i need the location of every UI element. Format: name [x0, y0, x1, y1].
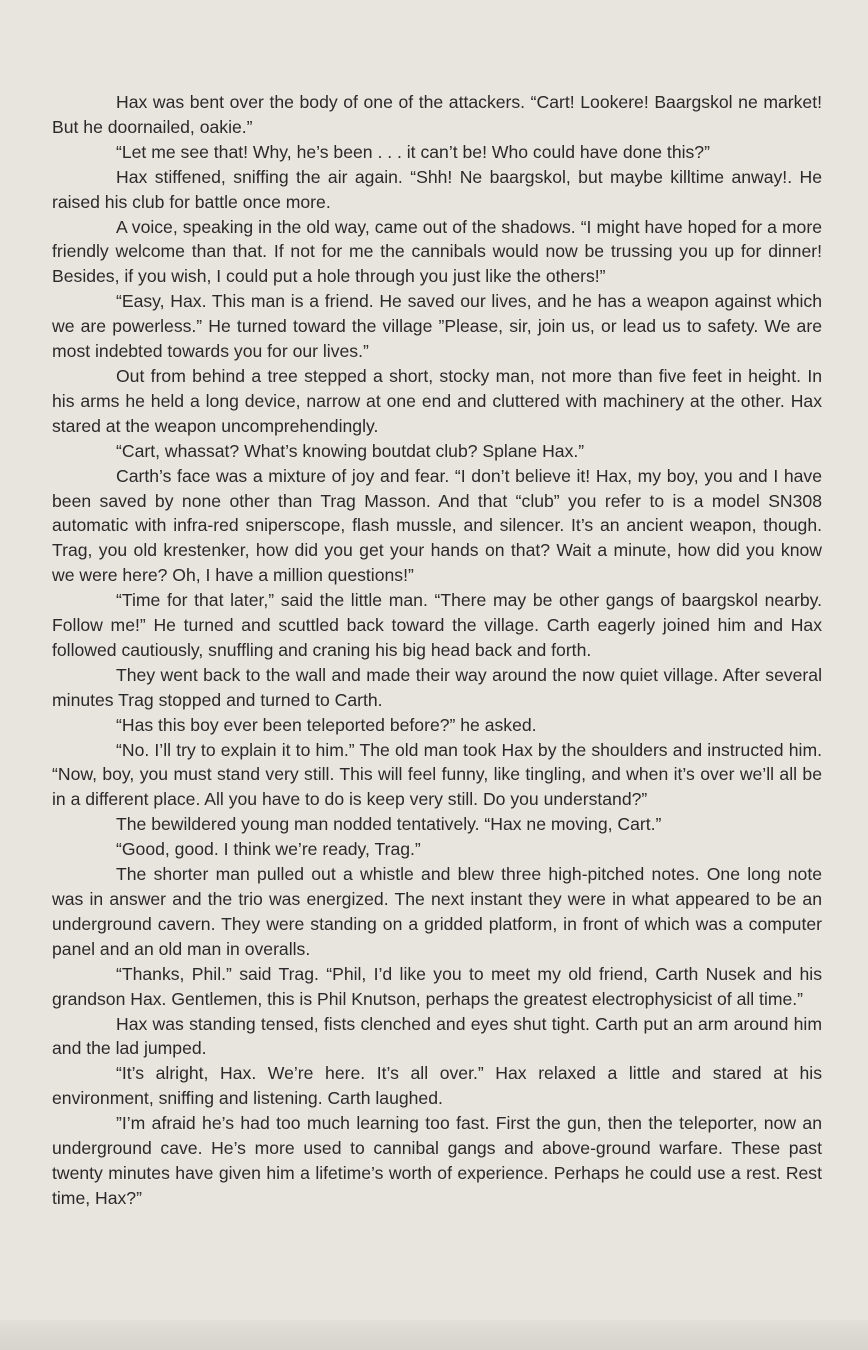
paragraph: Hax was standing tensed, fists clenched and eyes shut tight. Carth put an arm around him and the lad jumped.	[52, 1013, 822, 1059]
paragraph: “Cart, whassat? What’s knowing boutdat club? Splane Hax.”	[116, 440, 585, 461]
paragraph: Carth’s face was a mixture of joy and fear. “I don’t believe it! Hax, my boy, you and I have been saved by none other than Trag Masson. And that “club” you refer to is a model SN308 automatic with infra-red sniperscope, flash mussle, and silencer. It’s an ancient weapon, though. Trag, you old krestenker, how did you get your hands on that? Wait a minute, how did you know we were here? Oh, I have a million questions!”	[52, 465, 822, 586]
paragraph: Out from behind a tree stepped a short, stocky man, not more than five feet in height. In his arms he held a long device, narrow at one end and cluttered with machinery at the other. Hax stared at the weapon uncomprehendingly.	[52, 365, 822, 436]
paragraph: “No. I’ll try to explain it to him.” The old man took Hax by the shoulders and instructed him. “Now, boy, you must stand very still. This will feel funny, like tingling, and when it’s over we’ll all be in a different place. All you have to do is keep very still. Do you understand?”	[52, 739, 822, 810]
paragraph: A voice, speaking in the old way, came out of the shadows. “I might have hoped for a more friendly welcome than that. If not for me the cannibals would now be trussing you up for dinner! Besides, if you wish, I could put a hole through you just like the others!”	[52, 216, 822, 287]
paragraph: The shorter man pulled out a whistle and blew three high-pitched notes. One long note was in answer and the trio was energized. The next instant they were in what appeared to be an underground cavern. They were standing on a gridded platform, in front of which was a computer panel and an old man in overalls.	[52, 864, 822, 959]
page-bottom-edge	[0, 1320, 868, 1350]
paragraph: “Good, good. I think we’re ready, Trag.”	[116, 839, 421, 860]
paragraph: “Time for that later,” said the little man. “There may be other gangs of baargskol nearby. Follow me!” He turned and scuttled back toward the village. Carth eagerly joined him and Hax followed cautiously, snuffling and craning his big head back and forth.	[52, 590, 822, 660]
paragraph: The bewildered young man nodded tentatively. “Hax ne moving, Cart.”	[116, 814, 662, 835]
paragraph: “Thanks, Phil.” said Trag. “Phil, I’d like you to meet my old friend, Carth Nusek and his grandson Hax. Gentlemen, this is Phil Knutson, perhaps the greatest electrophysicist of all time.”	[52, 963, 822, 1009]
paragraph: They went back to the wall and made their way around the now quiet village. After several minutes Trag stopped and turned to Carth.	[52, 664, 822, 710]
paragraph: “Easy, Hax. This man is a friend. He saved our lives, and he has a weapon against which we are powerless.” He turned toward the village ”Please, sir, join us, or lead us to safety. We are most indebted towards you for our lives.”	[52, 291, 822, 362]
story-text	[52, 90, 822, 1211]
paragraph: “It’s alright, Hax. We’re here. It’s all over.” Hax relaxed a little and stared at his environment, sniffing and listening. Carth laughed.	[52, 1063, 822, 1109]
paragraph: ”I’m afraid he’s had too much learning too fast. First the gun, then the teleporter, now an underground cave. He’s more used to cannibal gangs and above-ground warfare. These past twenty minutes have given him a lifetime’s worth of experience. Perhaps he could use a rest. Rest time, Hax?”	[52, 1113, 822, 1208]
paragraph: “Has this boy ever been teleported before?” he asked.	[116, 714, 537, 735]
paragraph: Hax was bent over the body of one of the attackers. “Cart! Lookere! Baargskol ne market! But he doornailed, oakie.”	[52, 92, 822, 137]
paragraph: Hax stiffened, sniffing the air again. “Shh! Ne baargskol, but maybe killtime anway!. He raised his club for battle once more.	[52, 166, 822, 212]
paragraph: “Let me see that! Why, he’s been . . . it can’t be! Who could have done this?”	[116, 141, 710, 162]
